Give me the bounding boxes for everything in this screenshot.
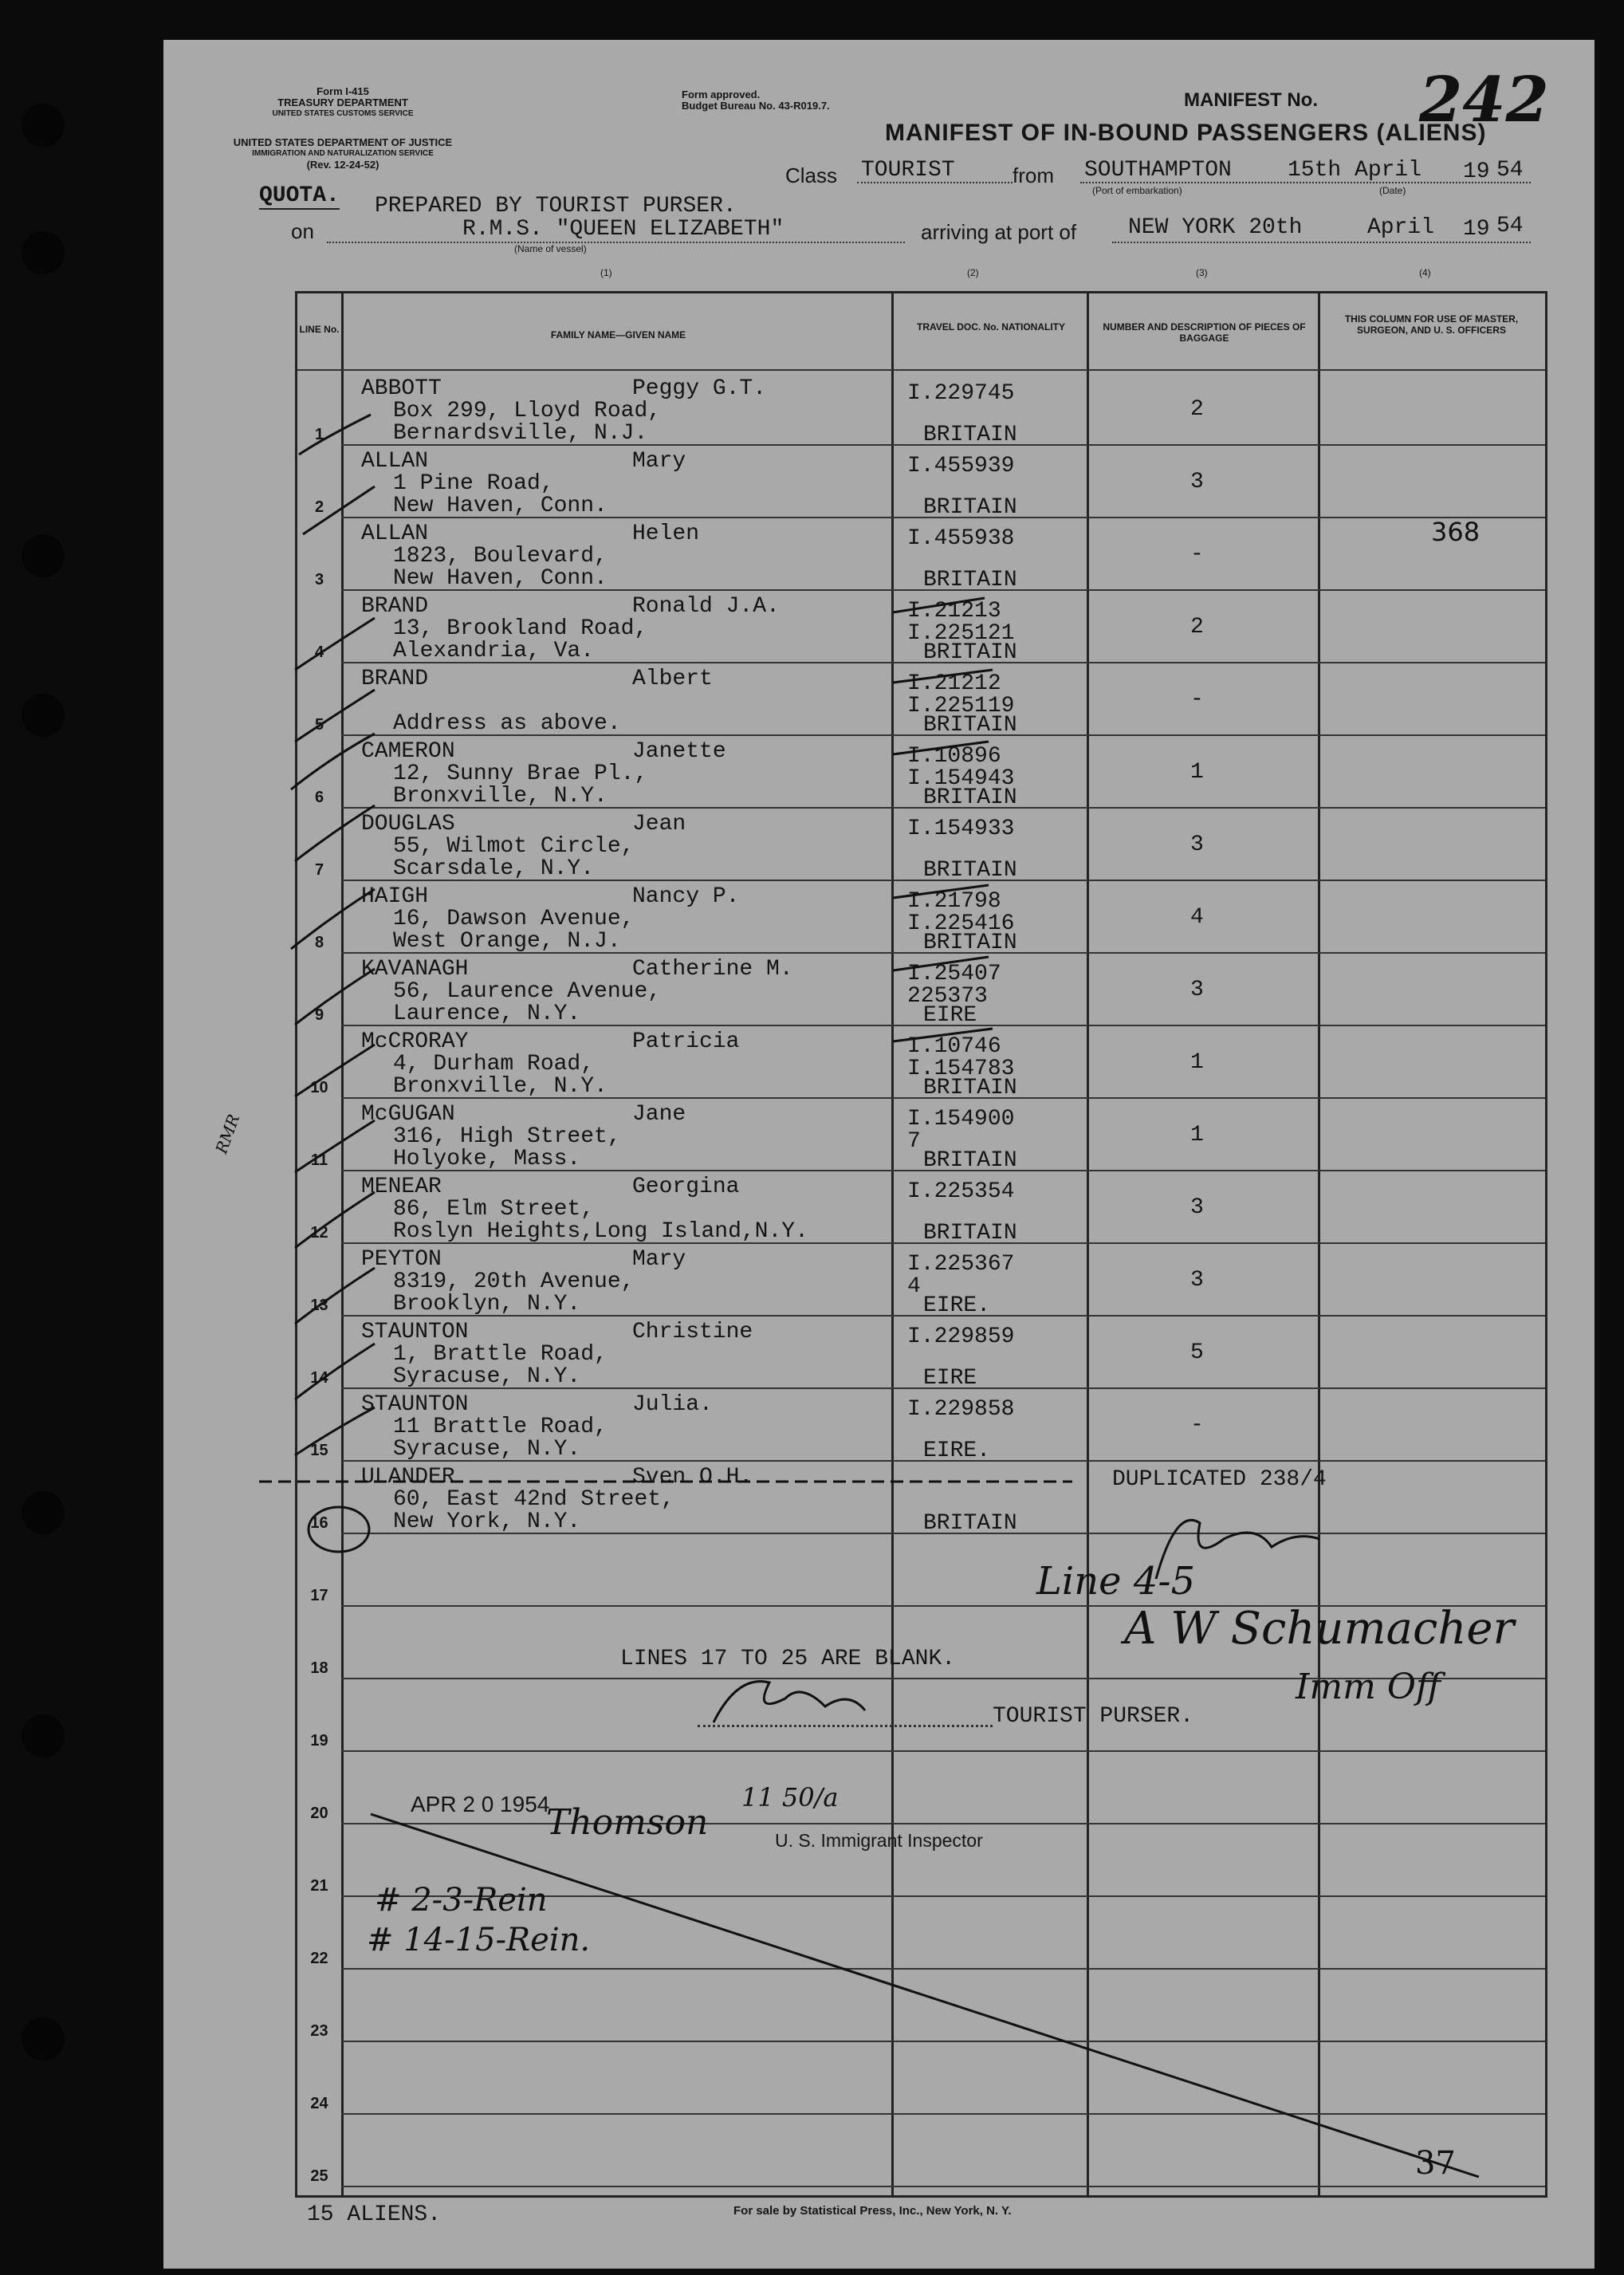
col-num-1: (1): [600, 267, 612, 278]
family-name: MENEAR: [361, 1175, 442, 1199]
nationality: BRITAIN: [923, 858, 1017, 883]
line-number: 12: [310, 1224, 328, 1242]
family-name: ALLAN: [361, 449, 429, 474]
form-revision: (Rev. 12-24-52): [306, 159, 379, 171]
blank-lines-note: LINES 17 TO 25 ARE BLANK.: [620, 1647, 956, 1671]
passenger-row: [297, 1387, 1545, 1463]
given-name: Georgina: [632, 1175, 740, 1199]
given-name: Peggy G.T.: [632, 376, 767, 401]
address-line-2: Scarsdale, N.Y.: [393, 856, 595, 881]
address-line-1: 60, East 42nd Street,: [393, 1487, 674, 1512]
given-name: Jane: [632, 1102, 686, 1127]
manifest-title: MANIFEST OF IN-BOUND PASSENGERS (ALIENS): [885, 120, 1487, 146]
address-line-2: Holyoke, Mass.: [393, 1147, 581, 1171]
family-name: DOUGLAS: [361, 812, 455, 836]
stamp-date: APR 2 0 1954: [411, 1792, 550, 1816]
passenger-row: [297, 1242, 1545, 1318]
duplicated-note: DUPLICATED 238/4: [1112, 1467, 1327, 1492]
officer-note: 368: [1431, 517, 1480, 547]
family-name: KAVANAGH: [361, 957, 469, 982]
travel-doc-2: I.225121: [907, 621, 1015, 646]
given-name: Christine: [632, 1320, 753, 1344]
travel-doc: I.21798: [907, 889, 1001, 914]
quota-label: QUOTA.: [259, 183, 340, 208]
passenger-row: [297, 1025, 1545, 1100]
hand-officer-title: Imm Off: [1296, 1667, 1441, 1707]
page-count: 37: [1415, 2145, 1456, 2182]
baggage-count: 2: [1190, 615, 1204, 640]
nationality: BRITAIN: [923, 423, 1017, 447]
baggage-count: -: [1190, 687, 1204, 712]
address-line-2: Syracuse, N.Y.: [393, 1364, 581, 1389]
manifest-number: 242: [1419, 64, 1549, 136]
form-approval: [682, 89, 881, 112]
address-line-1: 16, Dawson Avenue,: [393, 907, 635, 931]
baggage-count: 1: [1190, 760, 1204, 785]
nationality: EIRE: [923, 1003, 977, 1028]
col-num-4: (4): [1419, 267, 1431, 278]
inspector-signature: Thomson: [546, 1802, 709, 1843]
given-name: Patricia: [632, 1029, 740, 1054]
given-name: Helen: [632, 522, 700, 546]
punch-hole: [22, 1714, 65, 1757]
line-number: 3: [314, 571, 324, 588]
line-number: 19: [310, 1732, 328, 1750]
punch-hole: [22, 694, 65, 737]
baggage-count: 3: [1190, 1268, 1204, 1293]
port-caption: (Port of embarkation): [1092, 185, 1182, 196]
baggage-count: 4: [1190, 905, 1204, 930]
given-name: Jean: [632, 812, 686, 836]
address-line-2: Bronxville, N.Y.: [393, 784, 608, 809]
from-year-prefix: 19: [1463, 159, 1490, 184]
travel-doc-2: I.225416: [907, 911, 1015, 936]
address-line-1: 1, Brattle Road,: [393, 1342, 608, 1367]
address-line-2: Alexandria, Va.: [393, 639, 595, 663]
form-header-justice: [187, 137, 498, 171]
nationality: BRITAIN: [923, 495, 1017, 520]
travel-doc: I.455938: [907, 526, 1015, 551]
rein-note-1: # 2-3-Rein: [375, 1882, 548, 1919]
travel-doc: I.225367: [907, 1252, 1015, 1277]
address-line-2: Address as above.: [393, 711, 621, 736]
address-line-2: Bronxville, N.Y.: [393, 1074, 608, 1099]
passenger-row: [297, 1315, 1545, 1391]
vessel-caption: (Name of vessel): [514, 243, 587, 254]
baggage-count: 5: [1190, 1340, 1204, 1365]
time-note: 11 50/a: [741, 1782, 839, 1813]
nationality: EIRE: [923, 1366, 977, 1391]
address-line-1: 86, Elm Street,: [393, 1197, 595, 1222]
dept-treasury-sub: UNITED STATES CUSTOMS SERVICE: [272, 109, 414, 118]
baggage-count: 3: [1190, 1195, 1204, 1220]
approved-text: Form approved.: [682, 89, 761, 100]
line-number: 21: [310, 1877, 328, 1895]
line-number: 20: [310, 1805, 328, 1822]
printer-note: For sale by Statistical Press, Inc., New York, N. Y.: [733, 2204, 1012, 2218]
nationality: BRITAIN: [923, 713, 1017, 738]
address-line-2: New Haven, Conn.: [393, 494, 608, 518]
blank-row: [297, 2041, 1545, 2113]
given-name: Sven O.H.: [632, 1465, 753, 1490]
family-name: BRAND: [361, 594, 429, 619]
address-line-1: 8319, 20th Avenue,: [393, 1269, 635, 1294]
family-name: ULANDER: [361, 1465, 455, 1490]
line-number: 23: [310, 2022, 328, 2040]
address-line-1: 1823, Boulevard,: [393, 544, 608, 569]
travel-doc: I.154933: [907, 817, 1015, 841]
nationality: EIRE.: [923, 1439, 991, 1463]
nationality: EIRE.: [923, 1293, 991, 1318]
nationality: BRITAIN: [923, 785, 1017, 810]
address-line-1: 55, Wilmot Circle,: [393, 834, 635, 859]
nationality: BRITAIN: [923, 1221, 1017, 1246]
travel-doc-2: 225373: [907, 984, 988, 1009]
given-name: Mary: [632, 449, 686, 474]
address-line-2: Syracuse, N.Y.: [393, 1437, 581, 1462]
dept-treasury: TREASURY DEPARTMENT: [277, 96, 408, 108]
baggage-count: 3: [1190, 978, 1204, 1002]
from-year: 54: [1496, 158, 1524, 183]
arrival-year-prefix: 19: [1463, 217, 1490, 242]
passenger-row: [297, 517, 1545, 592]
nationality: BRITAIN: [923, 1511, 1017, 1536]
address-line-2: New Haven, Conn.: [393, 566, 608, 591]
address-line-2: Brooklyn, N.Y.: [393, 1292, 581, 1317]
baggage-count: -: [1190, 1413, 1204, 1438]
line-number: 14: [310, 1369, 328, 1387]
form-number: Form I-415: [317, 85, 369, 97]
family-name: ABBOTT: [361, 376, 442, 401]
travel-doc-2: I.225119: [907, 694, 1015, 718]
line-number: 2: [314, 498, 324, 516]
passenger-row: [297, 372, 1545, 447]
nationality: BRITAIN: [923, 1076, 1017, 1100]
punch-hole: [22, 1491, 65, 1534]
address-line-1: 1 Pine Road,: [393, 471, 554, 496]
travel-doc: I.25407: [907, 962, 1001, 986]
line-number: 4: [314, 644, 324, 661]
line-number: 1: [314, 426, 324, 443]
family-name: BRAND: [361, 667, 429, 691]
arrival-port: NEW YORK 20th: [1128, 215, 1303, 240]
arrival-month: April: [1367, 215, 1435, 240]
passenger-row: [297, 662, 1545, 738]
address-line-1: 4, Durham Road,: [393, 1052, 595, 1076]
nationality: BRITAIN: [923, 931, 1017, 955]
travel-doc: I.21213: [907, 599, 1001, 624]
class-value: TOURIST: [861, 158, 955, 183]
col-num-2: (2): [967, 267, 979, 278]
vessel-name: R.M.S. "QUEEN ELIZABETH": [462, 217, 784, 242]
given-name: Julia.: [632, 1392, 713, 1417]
from-date: 15th April: [1288, 158, 1422, 183]
travel-doc: I.10746: [907, 1034, 1001, 1059]
passenger-row: [297, 1097, 1545, 1173]
line-number: 24: [310, 2095, 328, 2112]
nationality: BRITAIN: [923, 1148, 1017, 1173]
line-number: 6: [314, 789, 324, 806]
family-name: STAUNTON: [361, 1392, 469, 1417]
line-number: 16: [310, 1514, 328, 1532]
travel-doc-2: 7: [907, 1129, 921, 1154]
passenger-row: [297, 1170, 1545, 1246]
rein-note-2: # 14-15-Rein.: [367, 1922, 591, 1958]
col-head-officers: THIS COLUMN FOR USE OF MASTER, SURGEON, AND U. S. OFFICERS: [1344, 313, 1519, 336]
family-name: McCRORAY: [361, 1029, 469, 1054]
baggage-count: 3: [1190, 470, 1204, 494]
line-number: 22: [310, 1950, 328, 1967]
family-name: McGUGAN: [361, 1102, 455, 1127]
passenger-row: [297, 444, 1545, 520]
inspector-label: U. S. Immigrant Inspector: [775, 1830, 983, 1851]
blank-row: [297, 2113, 1545, 2186]
hand-officer-name: A W Schumacher: [1124, 1603, 1515, 1655]
address-line-2: Laurence, N.Y.: [393, 1002, 581, 1026]
baggage-count: 1: [1190, 1050, 1204, 1075]
address-line-1: 12, Sunny Brae Pl.,: [393, 762, 648, 786]
line-number: 10: [310, 1079, 328, 1096]
col-head-baggage: NUMBER AND DESCRIPTION OF PIECES OF BAGGAGE: [1103, 321, 1306, 344]
address-line-2: Roslyn Heights,Long Island,N.Y.: [393, 1219, 808, 1244]
address-line-1: 11 Brattle Road,: [393, 1415, 608, 1439]
travel-doc-2: I.154783: [907, 1057, 1015, 1081]
nationality: BRITAIN: [923, 568, 1017, 592]
line-number: 15: [310, 1442, 328, 1459]
passenger-row: [297, 880, 1545, 955]
dept-justice: UNITED STATES DEPARTMENT OF JUSTICE: [233, 136, 453, 148]
line-number: 5: [314, 716, 324, 734]
line-number: 11: [310, 1151, 328, 1169]
address-line-1: 56, Laurence Avenue,: [393, 979, 662, 1004]
line-number: 13: [310, 1297, 328, 1314]
on-label: on: [291, 219, 314, 243]
address-line-2: New York, N.Y.: [393, 1509, 581, 1534]
travel-doc: I.455939: [907, 454, 1015, 478]
line-number: 25: [310, 2167, 328, 2185]
family-name: STAUNTON: [361, 1320, 469, 1344]
family-name: HAIGH: [361, 884, 429, 909]
line-number: 9: [314, 1006, 324, 1024]
given-name: Catherine M.: [632, 957, 793, 982]
from-port: SOUTHAMPTON: [1084, 158, 1232, 183]
passenger-row: [297, 807, 1545, 883]
passenger-row: [297, 734, 1545, 810]
prepared-by: PREPARED BY TOURIST PURSER.: [375, 194, 737, 218]
from-label: from: [1013, 163, 1054, 187]
travel-doc: I.21212: [907, 671, 1001, 696]
travel-doc: I.225354: [907, 1179, 1015, 1204]
line-number: 7: [314, 861, 324, 879]
date-caption: (Date): [1379, 185, 1406, 196]
manifest-label: MANIFEST No.: [1184, 89, 1318, 111]
line-number: 8: [314, 934, 324, 951]
budget-text: Budget Bureau No. 43-R019.7.: [682, 100, 830, 112]
line-number: 18: [310, 1659, 328, 1677]
travel-doc: I.229859: [907, 1324, 1015, 1349]
given-name: Ronald J.A.: [632, 594, 780, 619]
baggage-count: -: [1190, 542, 1204, 567]
punch-hole: [22, 231, 65, 274]
address-line-1: 316, High Street,: [393, 1124, 621, 1149]
col-num-3: (3): [1196, 267, 1208, 278]
passenger-row: [297, 589, 1545, 665]
travel-doc: I.229745: [907, 381, 1015, 406]
punch-hole: [22, 2017, 65, 2060]
class-label: Class: [785, 163, 838, 187]
col-head-line: LINE No.: [299, 324, 340, 335]
travel-doc-2: 4: [907, 1274, 921, 1299]
nationality: BRITAIN: [923, 640, 1017, 665]
form-header-left: [251, 86, 435, 120]
travel-doc: I.154900: [907, 1107, 1015, 1132]
aliens-total: 15 ALIENS.: [307, 2202, 442, 2227]
baggage-count: 1: [1190, 1123, 1204, 1147]
address-line-2: West Orange, N.J.: [393, 929, 621, 954]
purser-title: TOURIST PURSER.: [993, 1704, 1194, 1729]
travel-doc-2: I.154943: [907, 766, 1015, 791]
given-name: Janette: [632, 739, 726, 764]
family-name: ALLAN: [361, 522, 429, 546]
baggage-count: 2: [1190, 397, 1204, 422]
blank-row: [297, 1533, 1545, 1605]
blank-row: [297, 1968, 1545, 2041]
hand-line-note: Line 4-5: [1036, 1559, 1196, 1604]
travel-doc: I.229858: [907, 1397, 1015, 1422]
dept-justice-sub: IMMIGRATION AND NATURALIZATION SERVICE: [252, 149, 434, 158]
passenger-row: [297, 952, 1545, 1028]
baggage-count: 3: [1190, 832, 1204, 857]
address-line-1: 13, Brookland Road,: [393, 616, 648, 641]
margin-note: RMR: [211, 1112, 244, 1156]
punch-hole: [22, 534, 65, 577]
arriving-label: arriving at port of: [921, 220, 1077, 244]
given-name: Albert: [632, 667, 713, 691]
passenger-row: [297, 1460, 1545, 1536]
travel-doc: I.10896: [907, 744, 1001, 769]
address-line-1: Box 299, Lloyd Road,: [393, 399, 662, 423]
arrival-year: 54: [1496, 214, 1524, 238]
line-number: 17: [310, 1587, 328, 1604]
given-name: Nancy P.: [632, 884, 740, 909]
manifest-sheet: [163, 40, 1595, 2269]
col-head-name: FAMILY NAME—GIVEN NAME: [550, 329, 686, 340]
family-name: CAMERON: [361, 739, 455, 764]
given-name: Mary: [632, 1247, 686, 1272]
punch-hole: [22, 104, 65, 147]
family-name: PEYTON: [361, 1247, 442, 1272]
address-line-2: Bernardsville, N.J.: [393, 421, 648, 446]
col-head-travel: TRAVEL DOC. No. NATIONALITY: [917, 321, 1065, 333]
